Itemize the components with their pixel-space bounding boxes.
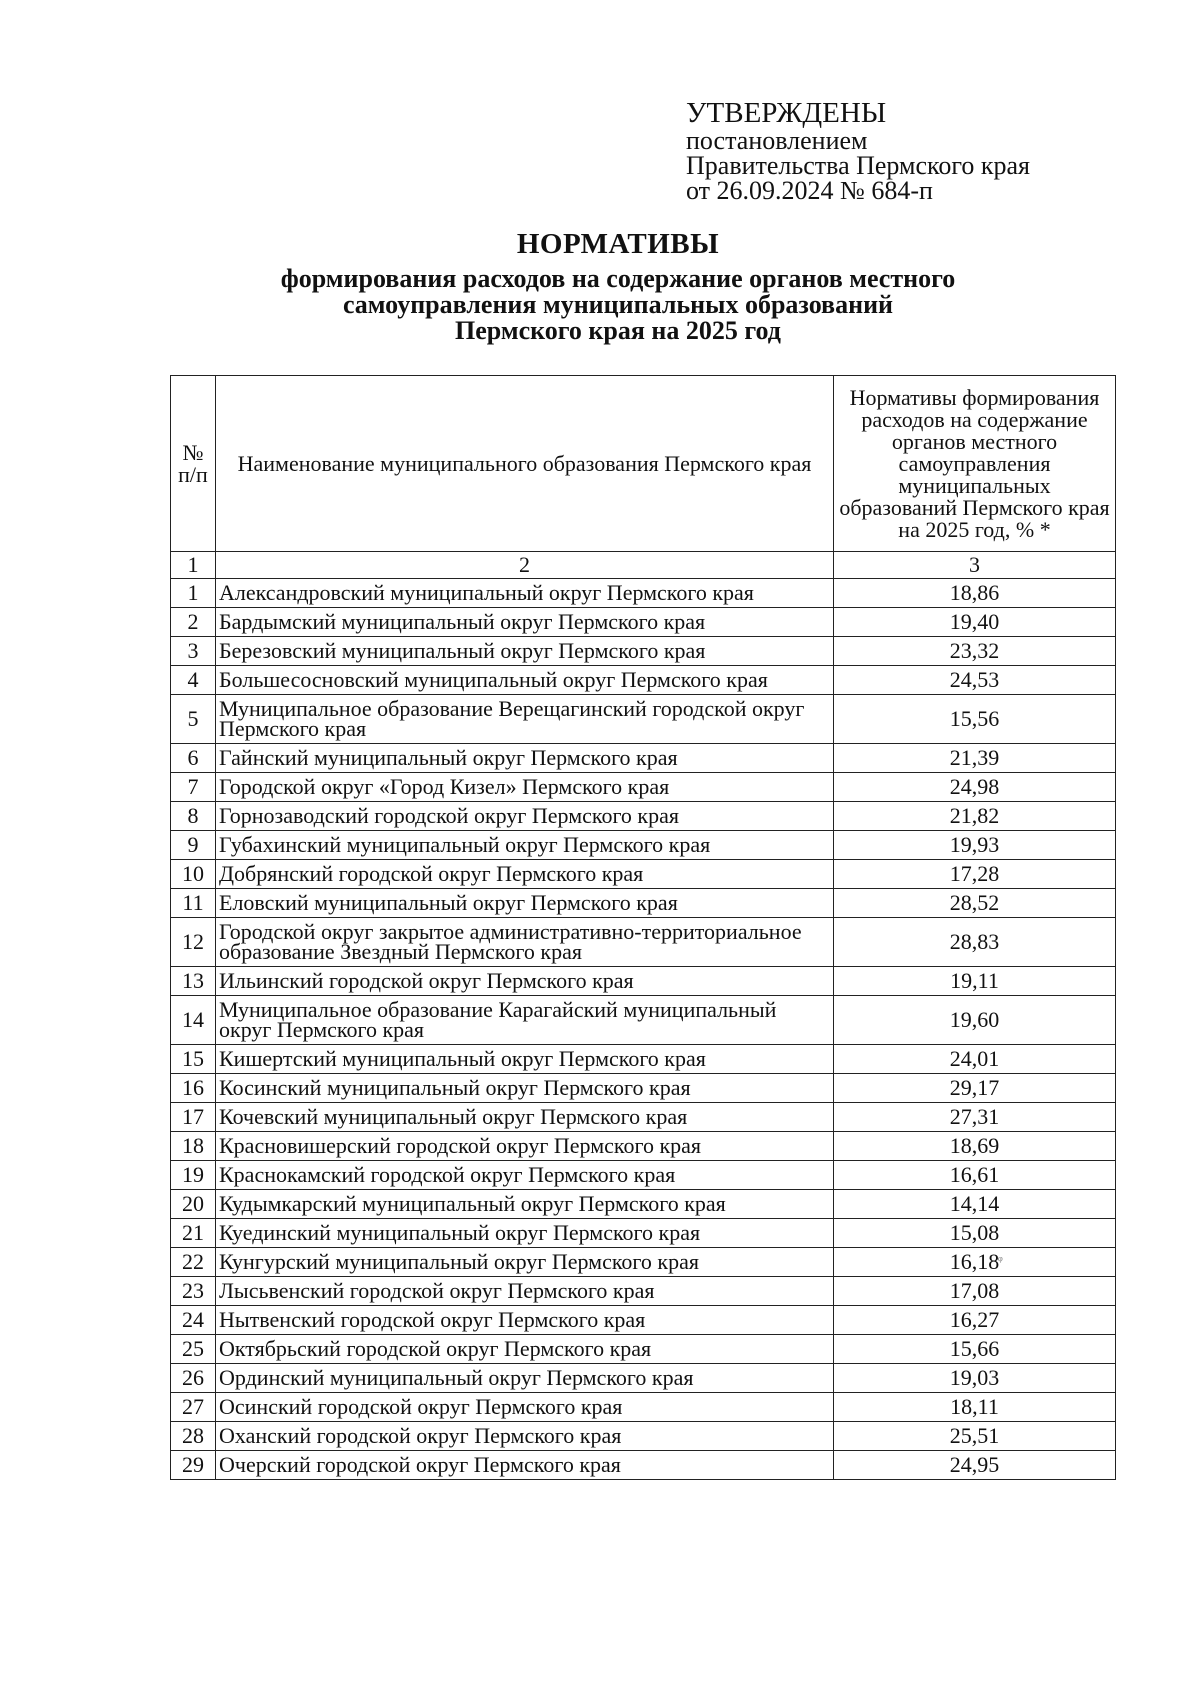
approval-line-2: Правительства Пермского края [686, 151, 1030, 180]
municipality-name: Оханский городской округ Пермского края [216, 1422, 834, 1451]
row-number: 27 [171, 1393, 216, 1422]
municipality-name: Косинский муниципальный округ Пермского края [216, 1074, 834, 1103]
norm-value: 18,86 [834, 579, 1116, 608]
row-number: 12 [171, 918, 216, 967]
row-number: 26 [171, 1364, 216, 1393]
municipality-name: Александровский муниципальный округ Пермского края [216, 579, 834, 608]
row-number: 3 [171, 637, 216, 666]
norm-value: 18,11 [834, 1393, 1116, 1422]
table-row [171, 918, 1116, 967]
row-number: 14 [171, 996, 216, 1045]
row-number: 29 [171, 1451, 216, 1480]
row-number: 10 [171, 860, 216, 889]
column-number: 2 [216, 552, 834, 579]
municipality-name: Муниципальное образование Верещагинский городской округ Пермского края [216, 695, 834, 744]
table-row [171, 1103, 1116, 1132]
table-row [171, 1335, 1116, 1364]
municipality-name: Краснокамский городской округ Пермского края [216, 1161, 834, 1190]
norm-value: 25,51 [834, 1422, 1116, 1451]
row-number: 23 [171, 1277, 216, 1306]
norm-value: 18,69 [834, 1132, 1116, 1161]
norm-value: 14,14 [834, 1190, 1116, 1219]
header-name: Наименование муниципального образования Пермского края [216, 376, 834, 552]
table-row [171, 1161, 1116, 1190]
norm-value: 15,66 [834, 1335, 1116, 1364]
municipality-name: Куединский муниципальный округ Пермского края [216, 1219, 834, 1248]
row-number: 25 [171, 1335, 216, 1364]
table-row [171, 1306, 1116, 1335]
norm-value: 19,93 [834, 831, 1116, 860]
header-norm: Нормативы формирования расходов на содержание органов местного самоуправления муниципальных образований Пермского края на 2025 год, % * [834, 376, 1116, 552]
municipality-name: Нытвенский городской округ Пермского края [216, 1306, 834, 1335]
table-row [171, 1364, 1116, 1393]
norm-value: 23,32 [834, 637, 1116, 666]
table-row [171, 666, 1116, 695]
table-row [171, 802, 1116, 831]
row-number: 1 [171, 579, 216, 608]
municipality-name: Муниципальное образование Карагайский муниципальный округ Пермского края [216, 996, 834, 1045]
table-row [171, 637, 1116, 666]
document-title: НОРМАТИВЫ [516, 228, 720, 260]
table-row [171, 967, 1116, 996]
table-row [171, 1451, 1116, 1480]
row-number: 11 [171, 889, 216, 918]
table-row [171, 1393, 1116, 1422]
table-row [171, 1190, 1116, 1219]
table-row [171, 860, 1116, 889]
row-number: 19 [171, 1161, 216, 1190]
municipality-name: Губахинский муниципальный округ Пермского края [216, 831, 834, 860]
row-number: 2 [171, 608, 216, 637]
row-number: 4 [171, 666, 216, 695]
table-header-row [171, 376, 1116, 552]
norms-table [170, 375, 1116, 1480]
header-num: № п/п [171, 376, 216, 552]
table-row [171, 1248, 1116, 1277]
municipality-name: Ординский муниципальный округ Пермского края [216, 1364, 834, 1393]
municipality-name: Кишертский муниципальный округ Пермского края [216, 1045, 834, 1074]
norm-value: 21,82 [834, 802, 1116, 831]
pen-mark: ᵠ [998, 1254, 1003, 1269]
norm-value: 19,11 [834, 967, 1116, 996]
document-subtitle [0, 266, 1200, 344]
municipality-name: Ильинский городской округ Пермского края [216, 967, 834, 996]
row-number: 17 [171, 1103, 216, 1132]
municipality-name: Лысьвенский городской округ Пермского края [216, 1277, 834, 1306]
municipality-name: Кудымкарский муниципальный округ Пермского края [216, 1190, 834, 1219]
row-number: 16 [171, 1074, 216, 1103]
column-number: 3 [834, 552, 1116, 579]
norm-value: 17,08 [834, 1277, 1116, 1306]
municipality-name: Кочевский муниципальный округ Пермского края [216, 1103, 834, 1132]
table-row [171, 1045, 1116, 1074]
table-row [171, 831, 1116, 860]
column-number: 1 [171, 552, 216, 579]
norm-value: 24,95 [834, 1451, 1116, 1480]
row-number: 13 [171, 967, 216, 996]
row-number: 8 [171, 802, 216, 831]
table-row [171, 889, 1116, 918]
municipality-name: Большесосновский муниципальный округ Пермского края [216, 666, 834, 695]
row-number: 5 [171, 695, 216, 744]
norm-value: 28,83 [834, 918, 1116, 967]
norm-value: 17,28 [834, 860, 1116, 889]
table-row [171, 1219, 1116, 1248]
norm-value: 28,52 [834, 889, 1116, 918]
row-number: 21 [171, 1219, 216, 1248]
norm-value: 19,40 [834, 608, 1116, 637]
norm-value: 16,18 [834, 1248, 1116, 1277]
subtitle-line-3: Пермского края на 2025 год [455, 316, 781, 345]
approval-stamp [686, 98, 1126, 203]
municipality-name: Осинский городской округ Пермского края [216, 1393, 834, 1422]
table-row [171, 1132, 1116, 1161]
row-number: 18 [171, 1132, 216, 1161]
approval-heading: УТВЕРЖДЕНЫ [686, 97, 887, 129]
table-row [171, 996, 1116, 1045]
row-number: 6 [171, 744, 216, 773]
municipality-name: Городской округ «Город Кизел» Пермского края [216, 773, 834, 802]
norm-value: 29,17 [834, 1074, 1116, 1103]
table-row [171, 744, 1116, 773]
municipality-name: Городской округ закрытое административно-территориальное образование Звездный Пермского края [216, 918, 834, 967]
municipality-name: Березовский муниципальный округ Пермского края [216, 637, 834, 666]
row-number: 24 [171, 1306, 216, 1335]
row-number: 7 [171, 773, 216, 802]
norm-value: 24,01 [834, 1045, 1116, 1074]
municipality-name: Очерский городской округ Пермского края [216, 1451, 834, 1480]
table-row [171, 608, 1116, 637]
norm-value: 24,53 [834, 666, 1116, 695]
norm-value: 15,56 [834, 695, 1116, 744]
municipality-name: Кунгурский муниципальный округ Пермского края [216, 1248, 834, 1277]
table-row [171, 1422, 1116, 1451]
row-number: 28 [171, 1422, 216, 1451]
municipality-name: Добрянский городской округ Пермского края [216, 860, 834, 889]
row-number: 22 [171, 1248, 216, 1277]
municipality-name: Красновишерский городской округ Пермского края [216, 1132, 834, 1161]
municipality-name: Гайнский муниципальный округ Пермского края [216, 744, 834, 773]
table-row [171, 773, 1116, 802]
row-number: 15 [171, 1045, 216, 1074]
table-row [171, 579, 1116, 608]
approval-line-3: от 26.09.2024 № 684-п [686, 176, 933, 205]
norm-value: 15,08 [834, 1219, 1116, 1248]
subtitle-line-1: формирования расходов на содержание органов местного [280, 264, 956, 293]
table-row [171, 695, 1116, 744]
table-row [171, 1277, 1116, 1306]
row-number: 9 [171, 831, 216, 860]
municipality-name: Горнозаводский городской округ Пермского края [216, 802, 834, 831]
column-numbers-row [171, 552, 1116, 579]
norm-value: 24,98 [834, 773, 1116, 802]
norm-value: 21,39 [834, 744, 1116, 773]
municipality-name: Еловский муниципальный округ Пермского края [216, 889, 834, 918]
norm-value: 19,60 [834, 996, 1116, 1045]
norm-value: 27,31 [834, 1103, 1116, 1132]
norm-value: 19,03 [834, 1364, 1116, 1393]
table-row [171, 1074, 1116, 1103]
norm-value: 16,61 [834, 1161, 1116, 1190]
subtitle-line-2: самоуправления муниципальных образований [342, 290, 894, 319]
norm-value: 16,27 [834, 1306, 1116, 1335]
row-number: 20 [171, 1190, 216, 1219]
municipality-name: Октябрьский городской округ Пермского края [216, 1335, 834, 1364]
approval-line-1: постановлением [686, 126, 868, 155]
municipality-name: Бардымский муниципальный округ Пермского края [216, 608, 834, 637]
